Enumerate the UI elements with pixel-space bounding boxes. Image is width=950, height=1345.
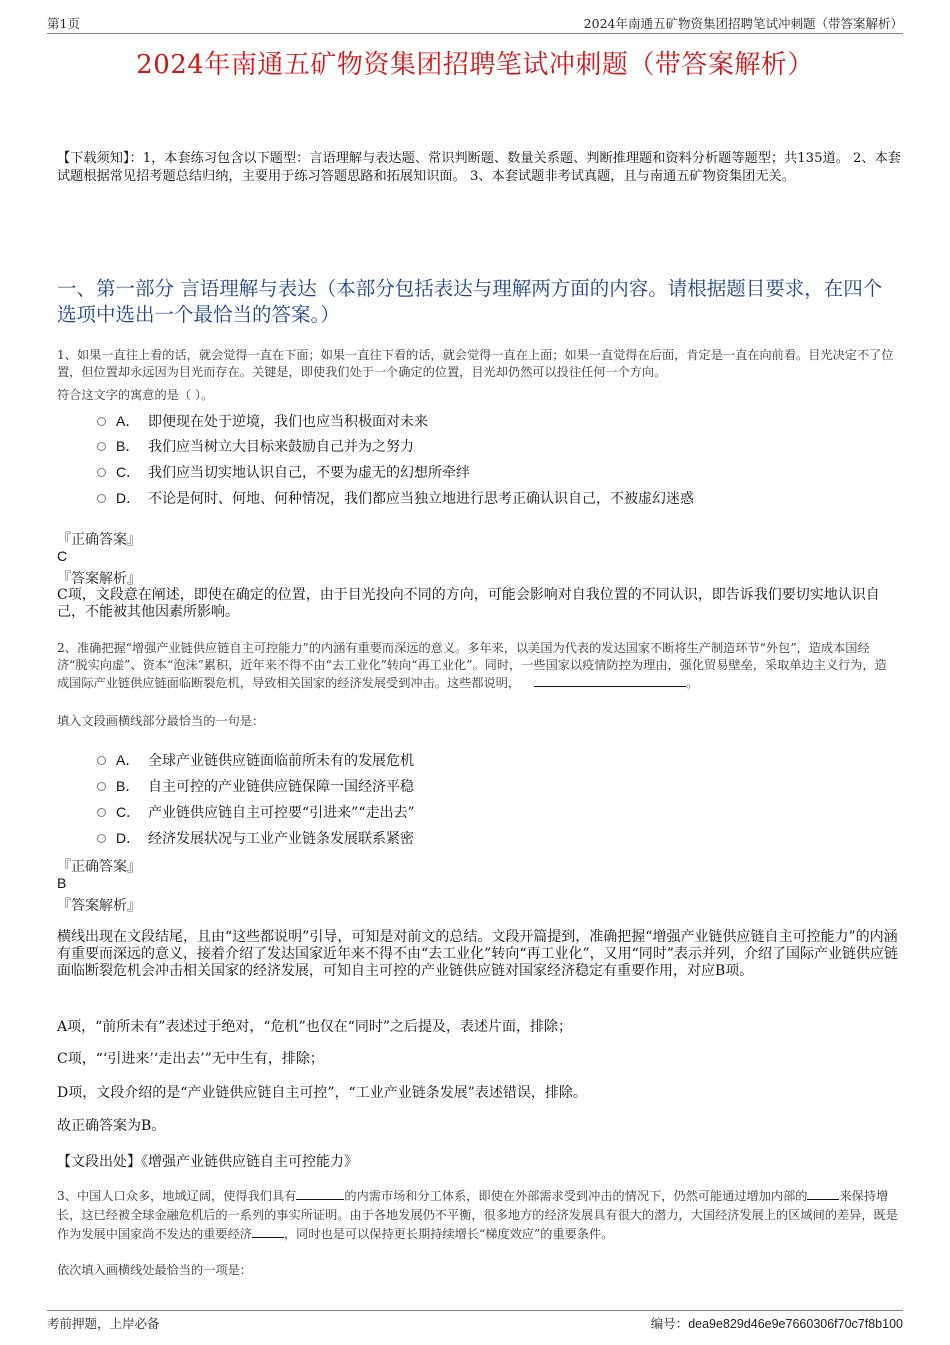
q2-note-a: A项，“前所未有”表述过于绝对，“危机”也仅在“同时”之后提及，表述片面，排除；: [57, 1019, 573, 1035]
q1-answer-label: 『正确答案』: [57, 532, 141, 548]
radio-icon[interactable]: [97, 808, 106, 817]
option-text: 我们应当切实地认识自己，不要为虚无的幻想所牵绊: [148, 465, 470, 481]
option-text: 全球产业链供应链面临前所未有的发展危机: [148, 753, 414, 769]
header-rule: [47, 33, 903, 34]
option-label: C．: [116, 464, 141, 480]
fill-blank: [534, 674, 686, 687]
q1-stem: 1、如果一直往上看的话，就会觉得一直在下面；如果一直往下看的话，就会觉得一直在上面；如果一直觉得在后面，肯定是一直在向前看。目光决定不了位置，但位置却永远因为目光而存在。关键是，即使我们处于一个确定的位置，目光却仍然可以投往任何一个方向。: [57, 348, 894, 379]
fill-blank: [252, 1225, 284, 1238]
option-text: 我们应当树立大目标来鼓励自己并为之努力: [148, 439, 414, 455]
q1-analysis: C项，文段意在阐述，即使在确定的位置，由于目光投向不同的方向，可能会影响对自我位置的不同认识，即告诉我们要切实地认识自己，不能被其他因素所影响。: [57, 587, 880, 620]
q2-analysis: 横线出现在文段结尾，且由“这些都说明”引导，可知是对前文的总结。文段开篇提到，准确把握“增强产业链供应链自主可控能力”的内涵有重要而深远的意义，接着介绍了发达国家近年来不得不由“去工业化”转向“再工业化”，又用“同时”表示并列，介绍了国际产业链供应链面临断裂危机会冲击相关国家的经济发展，可知自主可控的产业链供应链对国家经济稳定有重要作用，对应B项。: [57, 929, 898, 979]
q2-option-a[interactable]: [97, 750, 414, 770]
radio-icon[interactable]: [97, 417, 106, 426]
radio-icon[interactable]: [97, 442, 106, 451]
q2-conclusion: 故正确答案为B。: [57, 1118, 166, 1134]
download-notice: 【下载须知】：1，本套练习包含以下题型：言语理解与表达题、常识判断题、数量关系题、判断推理题和资料分析题等题型；共135道。 2、本套试题根据常见招考题总结归纳，主要用于练习答题思路和拓展知识面。 3、本套试题非考试真题，且与南通五矿物资集团无关。: [57, 151, 901, 184]
option-label: C．: [116, 804, 141, 820]
radio-icon[interactable]: [97, 782, 106, 791]
radio-icon[interactable]: [97, 834, 106, 843]
radio-icon[interactable]: [97, 494, 106, 503]
option-text: 即便现在处于逆境，我们也应当积极面对未来: [148, 414, 428, 430]
radio-icon[interactable]: [97, 756, 106, 765]
document-title: 2024年南通五矿物资集团招聘笔试冲刺题（带答案解析）: [136, 50, 814, 80]
q1-option-d[interactable]: [97, 488, 694, 508]
page-number: 第1页: [47, 16, 80, 31]
option-text: 自主可控的产业链供应链保障一国经济平稳: [148, 779, 414, 795]
q2-analysis-label: 『答案解析』: [57, 898, 141, 914]
radio-icon[interactable]: [97, 468, 106, 477]
q1-option-a[interactable]: [97, 411, 428, 431]
section-heading: 一、第一部分 言语理解与表达（本部分包括表达与理解两方面的内容。请根据题目要求，在四个选项中选出一个最恰当的答案。）: [57, 277, 883, 326]
q3-stem: [57, 1187, 899, 1244]
q1-analysis-label: 『答案解析』: [57, 571, 141, 587]
q2-option-b[interactable]: [97, 776, 414, 796]
footer-slogan: 考前押题，上岸必备: [47, 1316, 160, 1331]
running-title: 2024年南通五矿物资集团招聘笔试冲刺题（带答案解析）: [583, 16, 903, 31]
q2-stem-text: 2、准确把握“增强产业链供应链自主可控能力”的内涵有重要而深远的意义。多年来，以美国为代表的发达国家不断将生产制造环节“外包”，造成本国经济“脱实向虚”、资本“泡沫”累积，近年来不得不由“去工业化”转向“再工业化”。同时，一些国家以疫情防控为理由，强化贸易壁垒，采取单边主义行为，造成国际产业链供应链面临断裂危机，导致相关国家的经济发展受到冲击。这些都说明，: [57, 641, 887, 690]
option-label: B．: [116, 778, 140, 794]
q3-prompt: 依次填入画横线处最恰当的一项是：: [57, 1263, 252, 1277]
q2-option-c[interactable]: [97, 802, 415, 822]
q1-answer: C: [57, 548, 68, 564]
fill-blank: [807, 1187, 839, 1200]
option-label: A．: [116, 413, 140, 429]
q2-answer-label: 『正确答案』: [57, 859, 141, 875]
q1-option-b[interactable]: [97, 436, 414, 456]
q3-stem-part: 的内需市场和分工体系，即使在外部需求受到冲击的情况下，仍然可能通过增加内部的: [344, 1189, 808, 1203]
q2-stem: [57, 640, 899, 692]
q3-stem-part: 3、中国人口众多，地域辽阔，使得我们具有: [57, 1189, 297, 1203]
q2-source: 【文段出处】《增强产业链供应链自主可控能力》: [57, 1154, 358, 1170]
option-label: A．: [116, 752, 140, 768]
q2-note-d: D项，文段介绍的是“产业链供应链自主可控”，“工业产业链条发展”表述错误，排除。: [57, 1085, 587, 1101]
q2-answer: B: [57, 875, 67, 891]
footer-rule: [47, 1310, 903, 1311]
fill-blank: [296, 1187, 344, 1200]
q3-stem-part: ，同时也是可以保持更长期持续增长“梯度效应”的重要条件。: [284, 1227, 614, 1241]
option-text: 不论是何时、何地、何种情况，我们都应当独立地进行思考正确认识自己，不被虚幻迷惑: [148, 491, 694, 507]
option-label: D．: [116, 830, 141, 846]
q2-prompt: 填入文段画横线部分最恰当的一句是：: [57, 714, 265, 728]
document-id: 编号：dea9e829d46e9e7660306f70c7f8b100: [650, 1317, 903, 1331]
q1-prompt: 符合这文字的寓意的是（ ）。: [57, 388, 214, 402]
q3-stem-part: 来保持增长，这已经被全球金融危机后的一系列的事实所证明。由于各地发展仍不平衡，很多地方的经济发展具有很大的潜力，大国经济发展上的区域间的差异，既是作为发展中国家尚不发达的重要经济: [57, 1189, 898, 1241]
option-label: D．: [116, 490, 141, 506]
q2-option-d[interactable]: [97, 828, 414, 848]
option-text: 产业链供应链自主可控要“引进来”“走出去”: [148, 805, 415, 821]
option-text: 经济发展状况与工业产业链条发展联系紧密: [148, 831, 414, 847]
q1-option-c[interactable]: [97, 462, 470, 482]
q2-stem-end: 。: [686, 676, 699, 690]
q2-note-c: C项，“‘引进来’‘走出去’”无中生有，排除；: [57, 1051, 324, 1067]
option-label: B．: [116, 438, 140, 454]
